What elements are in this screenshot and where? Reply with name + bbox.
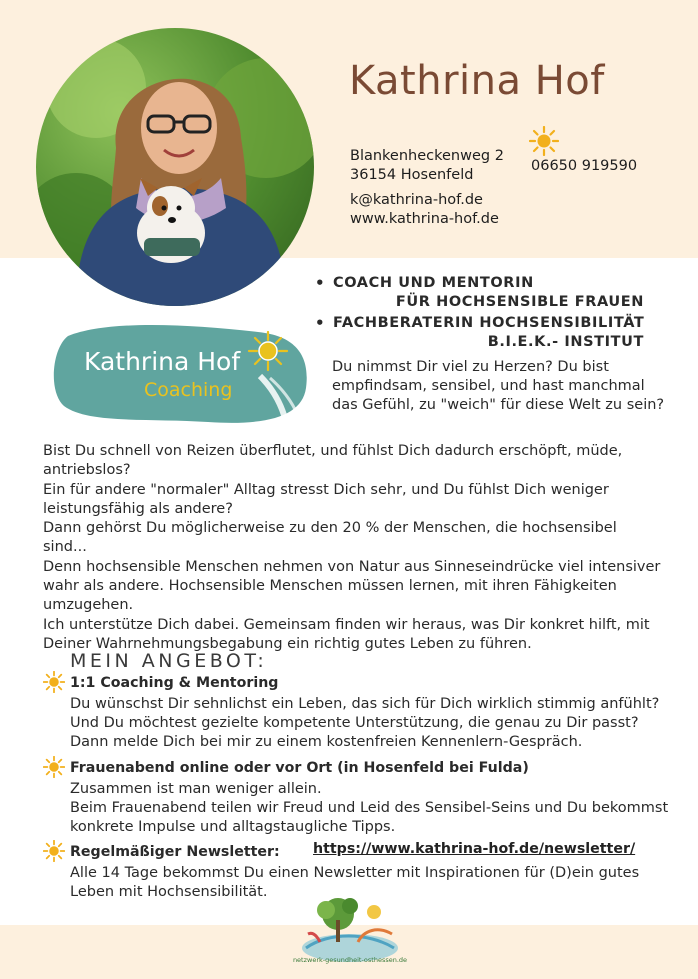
intro-questions: Du nimmst Dir viel zu Herzen? Du bist empfindsam, sensibel, und hast manchmal das Gefühl, zu "weich" für diese Welt zu sein? [332, 359, 665, 413]
logo-subtitle: Coaching [144, 379, 233, 401]
offer-line: Dann melde Dich bei mir zu einem kostenfreien Kennenlern-Gespräch. [70, 734, 583, 750]
offer-description [43, 780, 673, 837]
sun-icon [529, 126, 559, 156]
online-contact [350, 191, 499, 229]
paragraph: Dann gehörst Du möglicherweise zu den 20 % der Menschen, die hochsensibel sind... [43, 520, 617, 556]
network-url[interactable]: netzwerk-gesundheit-osthessen.de [292, 956, 408, 964]
offer-line: Zusammen ist man weniger allein. [70, 781, 322, 797]
offer-line: Und Du möchtest gezielte kompetente Unterstützung, die genau zu Dir passt? [70, 715, 639, 731]
paragraph: Bist Du schnell von Reizen überflutet, und fühlst Dich dadurch erschöpft, müde, antriebslos? [43, 443, 623, 479]
newsletter-link[interactable]: https://www.kathrina-hof.de/newsletter/ [313, 841, 636, 857]
offer-item [43, 674, 673, 752]
address-block [350, 147, 504, 185]
offer-item [43, 759, 673, 837]
role-line1: FACHBERATERIN HOCHSENSIBILITÄT [333, 315, 645, 331]
coaching-logo [48, 318, 318, 428]
portrait-photo [36, 28, 314, 306]
roles-list [312, 274, 672, 354]
offer-title: 1:1 Coaching & Mentoring [70, 675, 279, 691]
offer-title: Frauenabend online oder vor Ort (in Hosenfeld bei Fulda) [70, 760, 529, 776]
role-item [312, 274, 672, 312]
email-link[interactable]: k@kathrina-hof.de [350, 192, 483, 208]
page-title: Kathrina Hof [349, 58, 605, 104]
logo-name: Kathrina Hof [84, 347, 241, 376]
website-link[interactable]: www.kathrina-hof.de [350, 211, 499, 227]
paragraph: Denn hochsensible Menschen nehmen von Natur aus Sinneseindrücke viel intensiver wahr als andere. Hochsensible Menschen müssen lernen, mit ihren Fähigkeiten umzugehen. [43, 558, 661, 614]
main-text [43, 442, 663, 654]
sun-icon [43, 756, 65, 778]
logo-sun-icon [249, 332, 287, 370]
address-city: 36154 Hosenfeld [350, 167, 474, 183]
offer-heading [43, 843, 673, 862]
portrait-illustration [36, 28, 314, 306]
network-logo [298, 892, 402, 964]
address-street: Blankenheckenweg 2 [350, 148, 504, 164]
phone-number[interactable]: 06650 919590 [531, 158, 638, 174]
sun-icon [43, 840, 65, 862]
offer-line: Du wünschst Dir sehnlichst ein Leben, das sich für Dich wirklich stimmig anfühlt? [70, 696, 660, 712]
paragraph: Ein für andere "normaler" Alltag stresst Dich sehr, und Du fühlst Dich weniger leistungsfähig als andere? [43, 481, 609, 517]
offer-title: Regelmäßiger Newsletter: [70, 844, 280, 860]
role-line2: B.I.E.K.- INSTITUT [487, 334, 644, 350]
offer-line: Alle 14 Tage bekommst Du einen Newsletter mit Inspirationen für (D)ein gutes Leben mit Hochsensibilität. [70, 865, 640, 900]
paragraph: Ich unterstütze Dich dabei. Gemeinsam finden wir heraus, was Dir konkret hilft, mit Deiner Wahrnehmungsbegabung ein richtig gutes Leben zu führen. [43, 616, 650, 652]
offer-description [43, 695, 673, 752]
role-line1: COACH UND MENTORIN [333, 275, 534, 291]
offers-heading: MEIN ANGEBOT: [70, 650, 268, 672]
offer-heading [43, 759, 673, 778]
offer-heading [43, 674, 673, 693]
sun-icon [43, 671, 65, 693]
role-item [312, 314, 672, 352]
offer-line: Beim Frauenabend teilen wir Freud und Leid des Sensibel-Seins und Du bekommst konkrete Impulse und alltagstaugliche Tipps. [70, 800, 669, 835]
role-line2: FÜR HOCHSENSIBLE FRAUEN [395, 294, 644, 310]
